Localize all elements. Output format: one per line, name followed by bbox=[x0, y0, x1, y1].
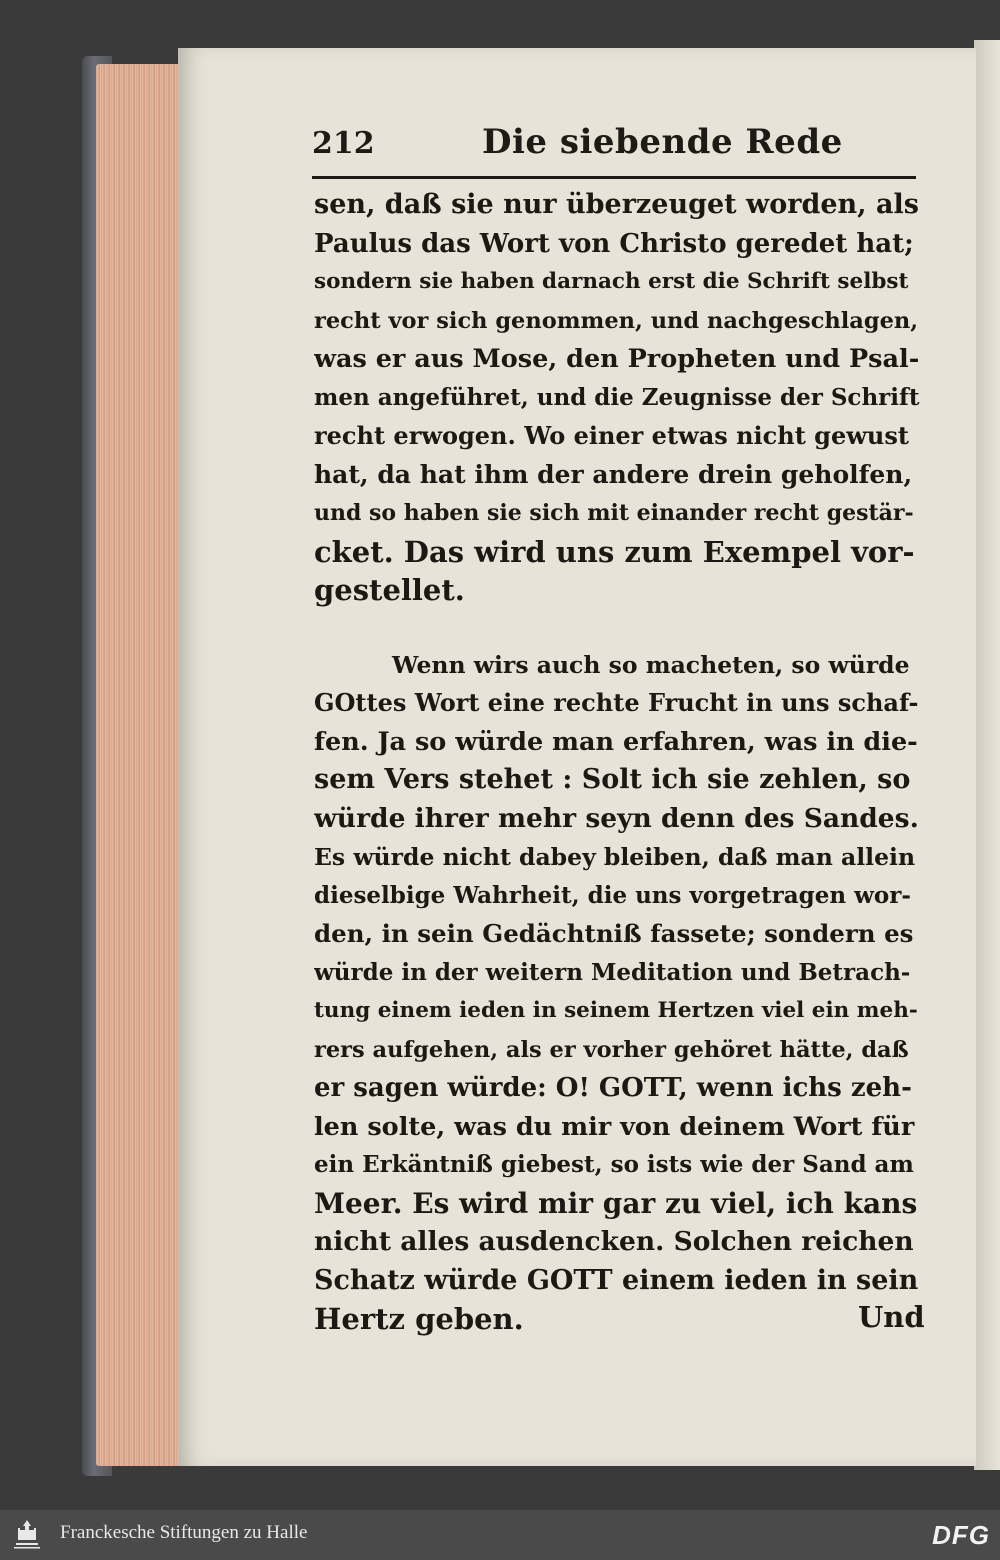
text-line: men angeführet, und die Zeugnisse der Schrift bbox=[314, 383, 920, 411]
page-text bbox=[314, 186, 920, 1339]
text-line: GOttes Wort eine rechte Frucht in uns schaf- bbox=[314, 688, 919, 717]
page-header bbox=[312, 122, 920, 174]
text-line: würde ihrer mehr seyn denn des Sandes. bbox=[314, 802, 919, 834]
text-line: was er aus Mose, den Propheten und Psal- bbox=[314, 344, 920, 374]
text-line: würde in der weitern Meditation und Betrach- bbox=[314, 958, 911, 986]
dfg-logo: DFG bbox=[932, 1520, 990, 1550]
text-line: Hertz geben. bbox=[314, 1302, 524, 1336]
text-line: recht vor sich genommen, und nachgeschlagen, bbox=[314, 307, 919, 334]
text-line: cket. Das wird uns zum Exempel vor- bbox=[314, 534, 915, 569]
paragraph-2 bbox=[314, 646, 920, 1339]
catchword: Und bbox=[858, 1300, 925, 1334]
text-line: sondern sie haben darnach erst die Schrift selbst bbox=[314, 269, 909, 294]
text-line: sen, daß sie nur überzeuget worden, als bbox=[314, 189, 919, 220]
text-line: recht erwogen. Wo einer etwas nicht gewust bbox=[314, 421, 909, 450]
text-line: fen. Ja so würde man erfahren, was in die- bbox=[314, 726, 918, 757]
text-line: er sagen würde: O! GOTT, wenn ichs zeh- bbox=[314, 1073, 912, 1103]
text-line: und so haben sie sich mit einander recht gestär- bbox=[314, 500, 914, 526]
paragraph-1 bbox=[314, 186, 920, 610]
institution-logo-icon bbox=[8, 1516, 46, 1554]
text-line: Paulus das Wort von Christo geredet hat; bbox=[314, 228, 914, 259]
next-page-edge bbox=[974, 40, 1000, 1470]
footer-bar bbox=[0, 1510, 1000, 1560]
text-line: nicht alles ausdencken. Solchen reichen bbox=[314, 1226, 914, 1257]
text-line: sem Vers stehet : Solt ich sie zehlen, so bbox=[314, 764, 911, 795]
text-line: den, in sein Gedächtniß fassete; sondern es bbox=[314, 919, 914, 948]
paragraph-gap bbox=[314, 610, 920, 646]
header-rule bbox=[312, 176, 916, 179]
text-line: hat, da hat ihm der andere drein geholfen, bbox=[314, 459, 913, 489]
text-line: Schatz würde GOTT einem ieden in sein bbox=[314, 1264, 919, 1296]
text-line: Meer. Es wird mir gar zu viel, ich kans bbox=[314, 1186, 918, 1220]
text-line: Wenn wirs auch so macheten, so würde bbox=[392, 650, 910, 679]
page-number: 212 bbox=[312, 126, 375, 161]
running-head: Die siebende Rede bbox=[482, 122, 843, 162]
text-line: ein Erkäntniß giebest, so ists wie der Sand am bbox=[314, 1151, 914, 1178]
text-line: Es würde nicht dabey bleiben, daß man allein bbox=[314, 843, 916, 871]
text-line: rers aufgehen, als er vorher gehöret hätte, daß bbox=[314, 1036, 909, 1063]
text-line: dieselbige Wahrheit, die uns vorgetragen wor- bbox=[314, 881, 911, 909]
text-line: gestellet. bbox=[314, 573, 465, 607]
text-line: len solte, was du mir von deinem Wort für bbox=[314, 1111, 915, 1142]
institution-name: Franckesche Stiftungen zu Halle bbox=[60, 1522, 308, 1543]
page-edges bbox=[96, 64, 186, 1466]
text-line: tung einem ieden in seinem Hertzen viel ein meh- bbox=[314, 998, 918, 1023]
